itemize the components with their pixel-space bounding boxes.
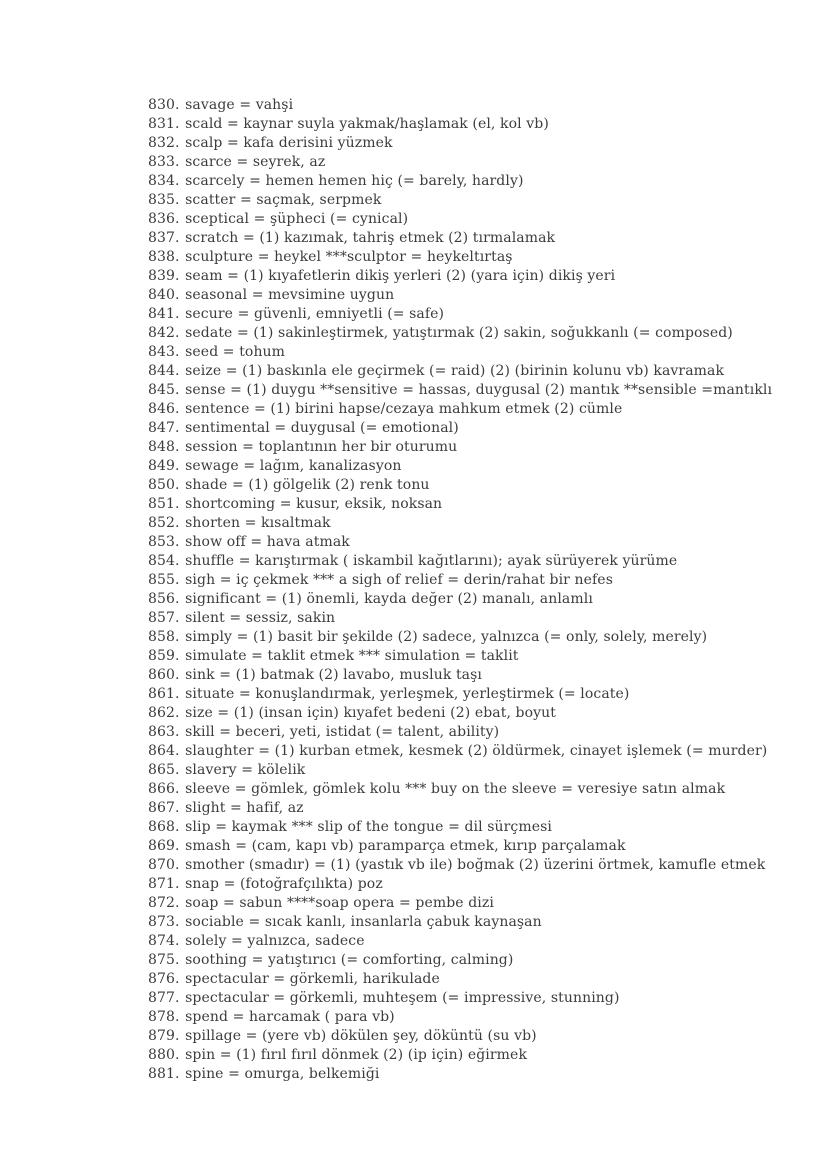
entry-text: shuffle = karıştırmak ( iskambil kağıtlarını); ayak sürüyerek yürüme: [185, 553, 678, 569]
entry-number: 863.: [148, 724, 180, 740]
entry-text: solely = yalnızca, sadece: [185, 933, 365, 949]
entry-number: 845.: [148, 382, 180, 398]
vocab-entry: [148, 286, 772, 305]
entry-text: spillage = (yere vb) dökülen şey, döküntü (su vb): [185, 1028, 537, 1044]
entry-text: significant = (1) önemli, kayda değer (2) manalı, anlamlı: [185, 591, 593, 607]
vocab-entry: [148, 704, 772, 723]
entry-number: 841.: [148, 306, 180, 322]
entry-number: 838.: [148, 249, 180, 265]
entry-number: 855.: [148, 572, 180, 588]
entry-text: sculpture = heykel ***sculptor = heykeltırtaş: [185, 249, 513, 265]
vocab-entry: [148, 1065, 772, 1084]
entry-number: 874.: [148, 933, 180, 949]
entry-number: 839.: [148, 268, 180, 284]
vocab-entry: [148, 343, 772, 362]
entry-text: snap = (fotoğrafçılıkta) poz: [185, 876, 383, 892]
vocab-entry: [148, 96, 772, 115]
vocab-entry: [148, 1046, 772, 1065]
entry-number: 865.: [148, 762, 180, 778]
vocab-entry: [148, 685, 772, 704]
vocab-entry: [148, 229, 772, 248]
entry-text: seasonal = mevsimine uygun: [185, 287, 395, 303]
entry-number: 860.: [148, 667, 180, 683]
entry-text: soap = sabun ****soap opera = pembe dizi: [185, 895, 494, 911]
entry-text: seam = (1) kıyafetlerin dikiş yerleri (2) (yara için) dikiş yeri: [185, 268, 616, 284]
entry-text: simulate = taklit etmek *** simulation = taklit: [185, 648, 519, 664]
vocab-entry: [148, 400, 772, 419]
entry-text: scarcely = hemen hemen hiç (= barely, hardly): [185, 173, 524, 189]
entry-text: sewage = lağım, kanalizasyon: [185, 458, 402, 474]
entry-number: 846.: [148, 401, 180, 417]
vocab-entry: [148, 609, 772, 628]
entry-number: 854.: [148, 553, 180, 569]
vocab-entry: [148, 913, 772, 932]
entry-number: 876.: [148, 971, 180, 987]
vocab-entry: [148, 742, 772, 761]
entry-number: 868.: [148, 819, 180, 835]
entry-number: 830.: [148, 97, 180, 113]
vocab-entry: [148, 533, 772, 552]
entry-number: 836.: [148, 211, 180, 227]
vocab-entry: [148, 134, 772, 153]
entry-text: shorten = kısaltmak: [185, 515, 331, 531]
entry-text: soothing = yatıştırıcı (= comforting, calming): [185, 952, 514, 968]
vocab-entry: [148, 362, 772, 381]
entry-text: show off = hava atmak: [185, 534, 350, 550]
entry-text: sigh = iç çekmek *** a sigh of relief = derin/rahat bir nefes: [185, 572, 613, 588]
vocab-entry: [148, 381, 772, 400]
vocab-entry: [148, 115, 772, 134]
entry-text: seize = (1) baskınla ele geçirmek (= raid) (2) (birinin kolunu vb) kavramak: [185, 363, 725, 379]
entry-text: sceptical = şüpheci (= cynical): [185, 211, 409, 227]
entry-text: skill = beceri, yeti, istidat (= talent, ability): [185, 724, 500, 740]
entry-number: 849.: [148, 458, 180, 474]
entry-text: slavery = kölelik: [185, 762, 306, 778]
vocab-entry: [148, 1008, 772, 1027]
entry-number: 832.: [148, 135, 180, 151]
entry-text: spine = omurga, belkemiği: [185, 1066, 380, 1082]
vocab-entry: [148, 818, 772, 837]
entry-text: silent = sessiz, sakin: [185, 610, 336, 626]
vocab-entry: [148, 476, 772, 495]
entry-text: smash = (cam, kapı vb) paramparça etmek, kırıp parçalamak: [185, 838, 626, 854]
entry-number: 878.: [148, 1009, 180, 1025]
entry-number: 847.: [148, 420, 180, 436]
entry-number: 857.: [148, 610, 180, 626]
entry-number: 864.: [148, 743, 180, 759]
vocab-entry: [148, 267, 772, 286]
entry-text: shortcoming = kusur, eksik, noksan: [185, 496, 443, 512]
entry-number: 844.: [148, 363, 180, 379]
entry-number: 862.: [148, 705, 180, 721]
entry-number: 831.: [148, 116, 180, 132]
vocab-entry: [148, 438, 772, 457]
entry-number: 840.: [148, 287, 180, 303]
entry-number: 875.: [148, 952, 180, 968]
vocab-entry: [148, 837, 772, 856]
entry-number: 837.: [148, 230, 180, 246]
vocab-entry: [148, 989, 772, 1008]
vocab-entry: [148, 419, 772, 438]
entry-number: 866.: [148, 781, 180, 797]
entry-number: 858.: [148, 629, 180, 645]
entry-text: sleeve = gömlek, gömlek kolu *** buy on the sleeve = veresiye satın almak: [185, 781, 726, 797]
vocab-entry: [148, 951, 772, 970]
vocabulary-list: [148, 96, 772, 1084]
entry-text: slight = hafif, az: [185, 800, 304, 816]
entry-number: 879.: [148, 1028, 180, 1044]
entry-number: 881.: [148, 1066, 180, 1082]
vocab-entry: [148, 628, 772, 647]
vocab-entry: [148, 875, 772, 894]
entry-text: situate = konuşlandırmak, yerleşmek, yerleştirmek (= locate): [185, 686, 630, 702]
entry-text: slip = kaymak *** slip of the tongue = dil sürçmesi: [185, 819, 552, 835]
entry-text: secure = güvenli, emniyetli (= safe): [185, 306, 445, 322]
vocab-entry: [148, 552, 772, 571]
vocab-entry: [148, 780, 772, 799]
entry-number: 880.: [148, 1047, 180, 1063]
entry-text: shade = (1) gölgelik (2) renk tonu: [185, 477, 430, 493]
entry-text: session = toplantının her bir oturumu: [185, 439, 458, 455]
entry-text: savage = vahşi: [185, 97, 294, 113]
entry-number: 842.: [148, 325, 180, 341]
vocab-entry: [148, 932, 772, 951]
vocab-entry: [148, 1027, 772, 1046]
entry-text: sentence = (1) birini hapse/cezaya mahkum etmek (2) cümle: [185, 401, 623, 417]
vocab-entry: [148, 856, 772, 875]
vocab-entry: [148, 210, 772, 229]
vocab-entry: [148, 970, 772, 989]
entry-number: 848.: [148, 439, 180, 455]
entry-number: 870.: [148, 857, 180, 873]
entry-number: 861.: [148, 686, 180, 702]
entry-text: spend = harcamak ( para vb): [185, 1009, 395, 1025]
entry-number: 856.: [148, 591, 180, 607]
entry-number: 871.: [148, 876, 180, 892]
vocab-entry: [148, 153, 772, 172]
vocab-entry: [148, 571, 772, 590]
entry-text: sociable = sıcak kanlı, insanlarla çabuk kaynaşan: [185, 914, 542, 930]
entry-text: sense = (1) duygu **sensitive = hassas, duygusal (2) mantık **sensible =mantıklı: [185, 382, 773, 398]
vocab-entry: [148, 894, 772, 913]
vocab-entry: [148, 172, 772, 191]
vocab-entry: [148, 305, 772, 324]
entry-text: sedate = (1) sakinleştirmek, yatıştırmak (2) sakin, soğukkanlı (= composed): [185, 325, 733, 341]
vocab-entry: [148, 590, 772, 609]
entry-number: 850.: [148, 477, 180, 493]
entry-text: scarce = seyrek, az: [185, 154, 326, 170]
entry-text: slaughter = (1) kurban etmek, kesmek (2) öldürmek, cinayet işlemek (= murder): [185, 743, 768, 759]
entry-text: scald = kaynar suyla yakmak/haşlamak (el, kol vb): [185, 116, 549, 132]
entry-text: scratch = (1) kazımak, tahriş etmek (2) tırmalamak: [185, 230, 556, 246]
entry-text: sentimental = duygusal (= emotional): [185, 420, 459, 436]
entry-number: 869.: [148, 838, 180, 854]
vocab-entry: [148, 799, 772, 818]
entry-number: 877.: [148, 990, 180, 1006]
entry-number: 843.: [148, 344, 180, 360]
entry-number: 859.: [148, 648, 180, 664]
entry-text: size = (1) (insan için) kıyafet bedeni (2) ebat, boyut: [185, 705, 556, 721]
vocab-entry: [148, 324, 772, 343]
entry-number: 851.: [148, 496, 180, 512]
vocab-entry: [148, 666, 772, 685]
vocab-entry: [148, 248, 772, 267]
entry-text: spin = (1) fırıl fırıl dönmek (2) (ip için) eğirmek: [185, 1047, 528, 1063]
entry-number: 835.: [148, 192, 180, 208]
entry-number: 852.: [148, 515, 180, 531]
entry-text: scatter = saçmak, serpmek: [185, 192, 382, 208]
entry-text: smother (smadır) = (1) (yastık vb ile) boğmak (2) üzerini örtmek, kamufle etmek: [185, 857, 766, 873]
entry-text: simply = (1) basit bir şekilde (2) sadece, yalnızca (= only, solely, merely): [185, 629, 708, 645]
entry-text: sink = (1) batmak (2) lavabo, musluk taşı: [185, 667, 482, 683]
vocab-entry: [148, 457, 772, 476]
entry-number: 873.: [148, 914, 180, 930]
entry-number: 867.: [148, 800, 180, 816]
entry-text: spectacular = görkemli, muhteşem (= impressive, stunning): [185, 990, 620, 1006]
vocab-entry: [148, 495, 772, 514]
vocab-entry: [148, 761, 772, 780]
entry-number: 872.: [148, 895, 180, 911]
entry-number: 834.: [148, 173, 180, 189]
entry-text: seed = tohum: [185, 344, 286, 360]
entry-text: scalp = kafa derisini yüzmek: [185, 135, 393, 151]
vocab-entry: [148, 647, 772, 666]
vocab-entry: [148, 514, 772, 533]
vocab-entry: [148, 191, 772, 210]
vocab-entry: [148, 723, 772, 742]
entry-text: spectacular = görkemli, harikulade: [185, 971, 440, 987]
entry-number: 853.: [148, 534, 180, 550]
entry-number: 833.: [148, 154, 180, 170]
